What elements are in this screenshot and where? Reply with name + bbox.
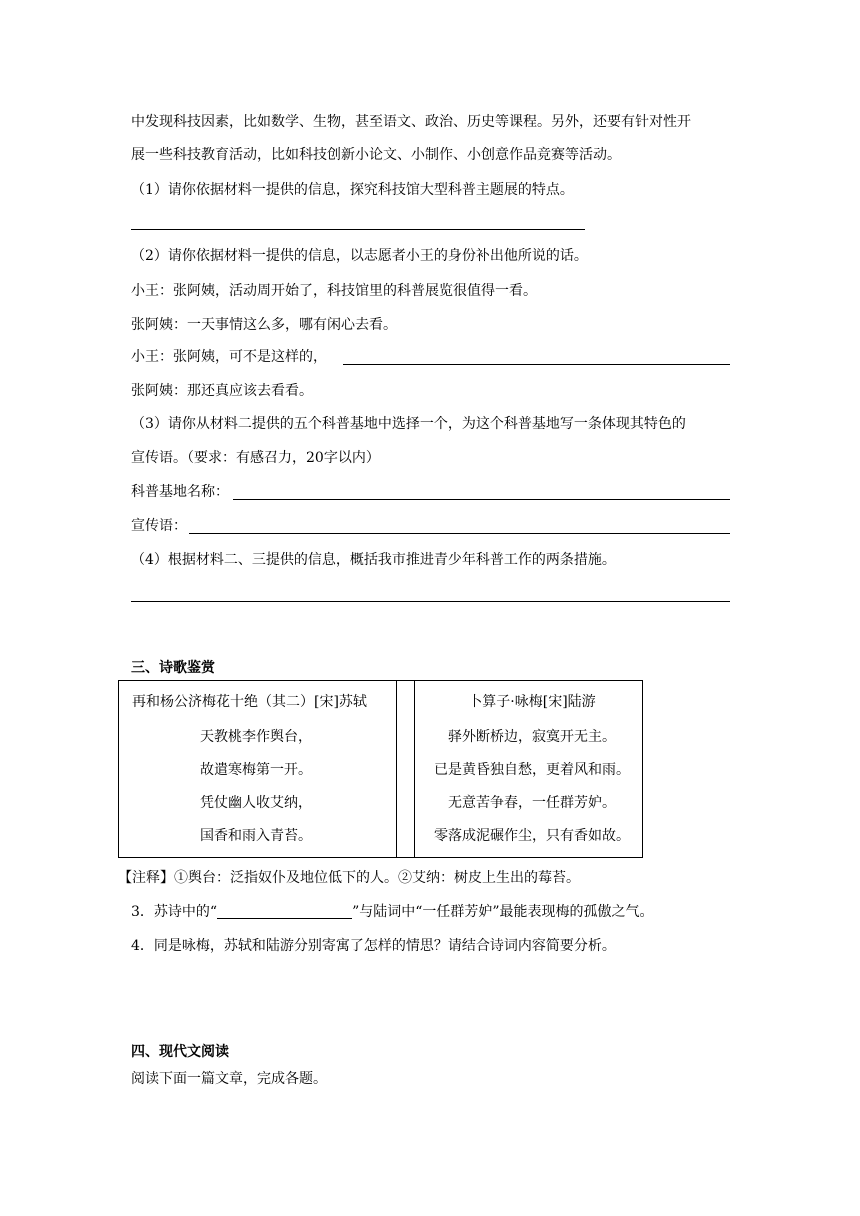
reading-instruction: 阅读下面一篇文章，完成各题。	[131, 1071, 327, 1087]
dialog-line-4: 张阿姨：那还真应该去看看。	[131, 383, 313, 399]
question-poetry-3-suffix: ”与陆词中“一任群芳妒”最能表现梅的孤傲之气。	[352, 904, 654, 920]
table-column-divider	[414, 681, 415, 857]
table-column-divider	[396, 681, 397, 857]
poem-left-line: 凭仗幽人收艾纳，	[200, 795, 312, 811]
material-line-2: 展一些科技教育活动，比如科技创新小论文、小制作、小创意作品竞赛等活动。	[131, 147, 621, 163]
fill-blank[interactable]	[217, 904, 352, 919]
poem-right-line: 无意苦争春，一任群芳妒。	[448, 795, 616, 811]
slogan-label: 宣传语：	[131, 518, 187, 534]
question-poetry-4: 4．同是咏梅，苏轼和陆游分别寄寓了怎样的情思？请结合诗词内容简要分析。	[131, 938, 616, 954]
question-3-line-2: 宣传语。（要求：有感召力，20字以内）	[131, 450, 380, 466]
dialog-line-2: 张阿姨：一天事情这么多，哪有闲心去看。	[131, 317, 397, 333]
poem-left-line: 天教桃李作舆台，	[200, 729, 312, 745]
dialog-line-3: 小王：张阿姨，可不是这样的，	[131, 349, 327, 365]
poem-comparison-table	[118, 680, 643, 858]
question-3-line-1: （3）请你从材料二提供的五个科普基地中选择一个，为这个科普基地写一条体现其特色的	[131, 416, 686, 432]
poem-right-line: 驿外断桥边，寂寞开无主。	[448, 729, 616, 745]
poem-right-line: 已是黄昏独自愁，更着风和雨。	[434, 762, 630, 778]
question-4: （4）根据材料二、三提供的信息，概括我市推进青少年科普工作的两条措施。	[131, 552, 616, 568]
slogan-answer-line[interactable]	[189, 533, 730, 534]
poem-right-line: 零落成泥碾作尘，只有香如故。	[434, 828, 630, 844]
section-heading-poetry: 三、诗歌鉴赏	[131, 660, 215, 676]
poem-left-line: 国香和雨入青苔。	[200, 828, 312, 844]
base-name-label: 科普基地名称：	[131, 484, 229, 500]
answer-line-q1[interactable]	[131, 229, 585, 230]
poem-left-title: 再和杨公济梅花十绝（其二）[宋]苏轼	[132, 694, 367, 710]
poem-note: 【注释】①舆台：泛指奴仆及地位低下的人。②艾纳：树皮上生出的莓苔。	[118, 870, 580, 886]
question-1: （1）请你依据材料一提供的信息，探究科技馆大型科普主题展的特点。	[131, 182, 574, 198]
question-poetry-3	[131, 902, 654, 922]
answer-line-q2[interactable]	[343, 364, 730, 365]
material-line-1: 中发现科技因素，比如数学、生物，甚至语文、政治、历史等课程。另外，还要有针对性开	[131, 114, 691, 130]
poem-left-line: 故遣寒梅第一开。	[200, 762, 312, 778]
section-heading-modern-reading: 四、现代文阅读	[131, 1044, 229, 1060]
question-2: （2）请你依据材料一提供的信息，以志愿者小王的身份补出他所说的话。	[131, 248, 588, 264]
base-name-answer-line[interactable]	[233, 499, 730, 500]
question-poetry-3-prefix: 3．苏诗中的“	[131, 904, 218, 920]
answer-line-q4[interactable]	[131, 601, 730, 602]
poem-right-title: 卜算子·咏梅[宋]陆游	[468, 694, 596, 710]
dialog-line-1: 小王：张阿姨，活动周开始了，科技馆里的科普展览很值得一看。	[131, 283, 537, 299]
